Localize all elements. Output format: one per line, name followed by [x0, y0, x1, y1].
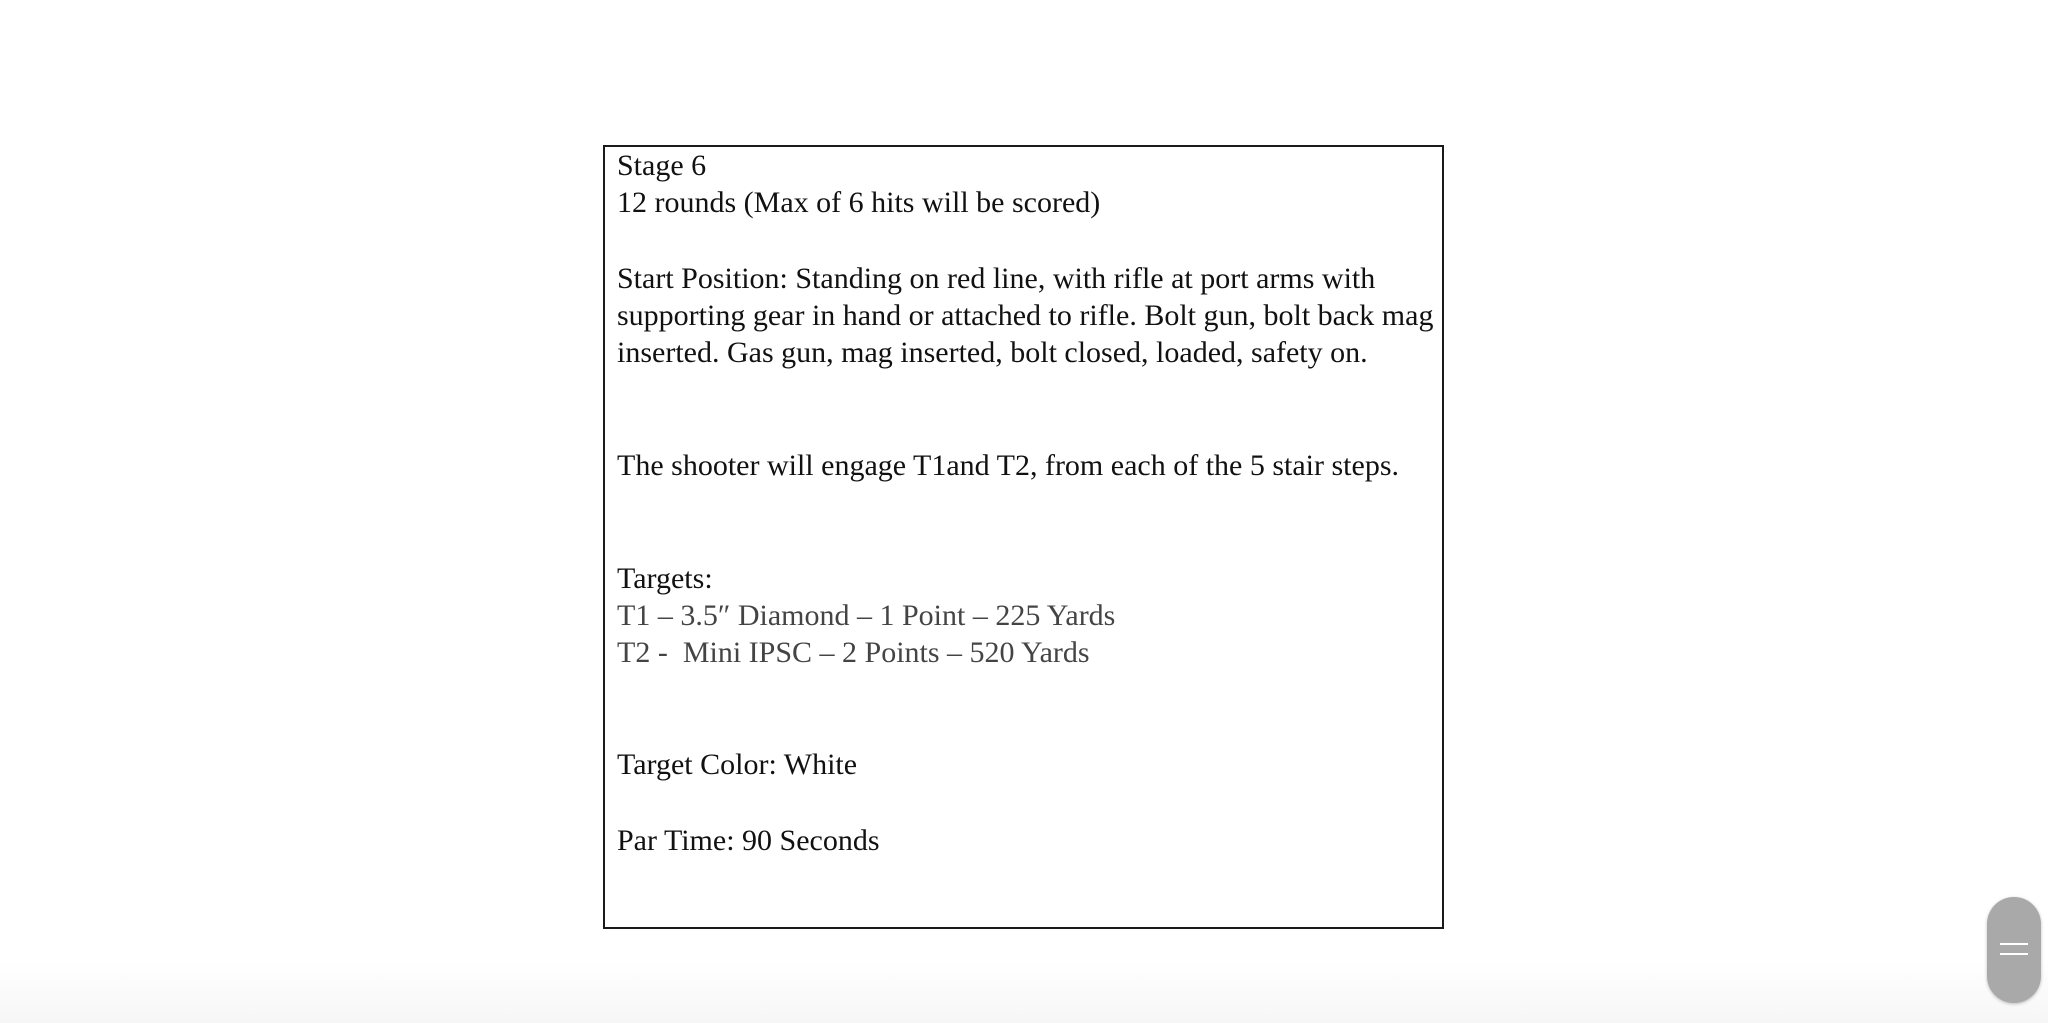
stage-description-box — [603, 145, 1444, 929]
target-color-text: Target Color: White — [617, 748, 858, 781]
start-position-text: Start Position: Standing on red line, with rifle at port arms with supporting gear in hand or attached to rifle. Bolt gun, bolt back mag inserted. Gas gun, mag inserted, bolt closed, loaded, safety on. — [617, 262, 1434, 369]
rounds-text: 12 rounds (Max of 6 hits will be scored) — [617, 186, 1101, 219]
target-item-t1: T1 – 3.5″ Diamond – 1 Point – 225 Yards — [617, 599, 1116, 632]
targets-label: Targets: — [617, 562, 713, 595]
target-item-t2: T2 - Mini IPSC – 2 Points – 520 Yards — [617, 636, 1090, 669]
scroll-handle[interactable] — [1987, 897, 2041, 1003]
par-time-text: Par Time: 90 Seconds — [617, 824, 880, 857]
stage-title: Stage 6 — [617, 149, 707, 182]
stage-description-text: The shooter will engage T1and T2, from each of the 5 stair steps. — [617, 449, 1400, 482]
